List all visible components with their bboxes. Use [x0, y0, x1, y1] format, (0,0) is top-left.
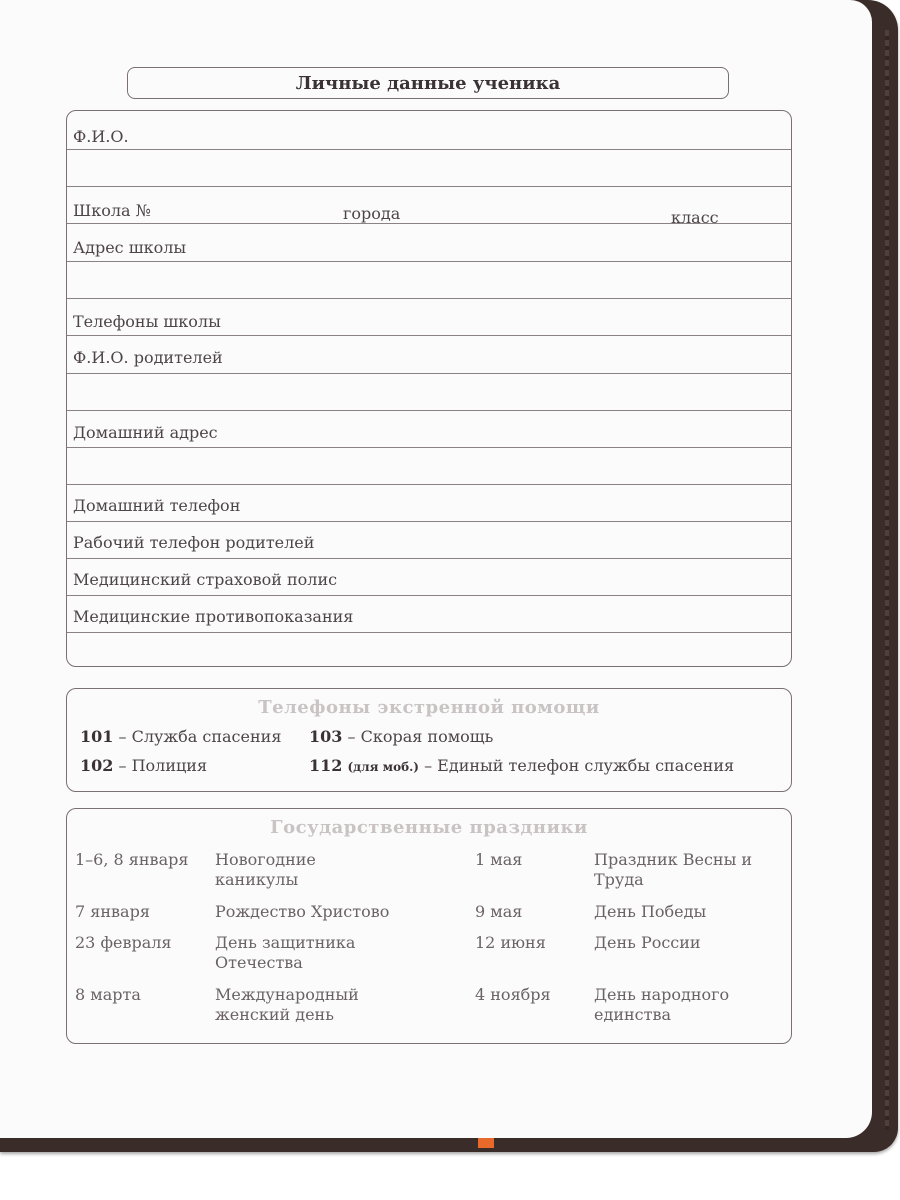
contraindications-label: Медицинские противопоказания: [73, 607, 354, 626]
home-address-label: Домашний адрес: [73, 423, 218, 442]
emergency-dash: –: [424, 756, 433, 775]
holiday-name: День Победы: [594, 902, 707, 921]
holidays-title: Государственные праздники: [270, 817, 588, 838]
holiday-date: 7 января: [75, 902, 150, 921]
form-line: [67, 373, 791, 374]
emergency-item: [80, 756, 207, 775]
form-line: [67, 447, 791, 448]
emergency-number: 101: [80, 727, 114, 746]
emergency-number: 112: [309, 756, 343, 775]
cover-stitching: [885, 30, 889, 1130]
holiday-date: 9 мая: [475, 902, 523, 921]
emergency-desc: Полиция: [131, 756, 208, 775]
emergency-title: Телефоны экстренной помощи: [258, 697, 600, 718]
emergency-dash: –: [347, 727, 356, 746]
insurance-policy-label: Медицинский страховой полис: [73, 570, 338, 589]
form-line: [67, 484, 791, 485]
holiday-date: 12 июня: [475, 933, 546, 952]
parents-fio-label: Ф.И.О. родителей: [73, 348, 223, 367]
emergency-dash: –: [118, 756, 127, 775]
form-line: [67, 632, 791, 633]
form-line: [67, 149, 791, 150]
emergency-desc: Единый телефон службы спасения: [437, 756, 735, 775]
holiday-name: Рождество Христово: [215, 902, 390, 921]
holiday-date: 1–6, 8 января: [75, 850, 189, 869]
emergency-desc: Служба спасения: [131, 727, 282, 746]
emergency-item: [309, 756, 734, 775]
form-line: [67, 186, 791, 187]
home-phone-label: Домашний телефон: [73, 496, 241, 515]
form-line: [67, 261, 791, 262]
holiday-date: 4 ноября: [475, 985, 551, 1004]
form-line: [67, 335, 791, 336]
emergency-dash: –: [118, 727, 127, 746]
personal-data-form: [66, 110, 792, 667]
holiday-name: Международный женский день: [215, 985, 359, 1024]
state-holidays-box: [66, 808, 792, 1044]
form-line: [67, 223, 791, 224]
page-title: Личные данные ученика: [295, 72, 561, 94]
page-title-box: [127, 67, 729, 99]
holiday-name: День защитника Отечества: [215, 933, 356, 972]
parents-work-phone-label: Рабочий телефон родителей: [73, 533, 315, 552]
school-address-label: Адрес школы: [73, 238, 187, 257]
form-line: [67, 410, 791, 411]
fio-label: Ф.И.О.: [73, 127, 129, 146]
holiday-name: День народного единства: [594, 985, 730, 1024]
holiday-date: 1 мая: [475, 850, 523, 869]
form-line: [67, 595, 791, 596]
city-label: города: [343, 204, 401, 223]
holiday-date: 23 февраля: [75, 933, 172, 952]
bookmark-ribbon: [478, 1138, 494, 1148]
emergency-number: 103: [309, 727, 343, 746]
holiday-name: Новогодние каникулы: [215, 850, 316, 889]
emergency-desc: Скорая помощь: [360, 727, 494, 746]
school-number-label: Школа №: [73, 201, 151, 220]
class-label: класс: [671, 208, 719, 227]
emergency-note: (для моб.): [347, 760, 419, 774]
emergency-number: 102: [80, 756, 114, 775]
holiday-name: Праздник Весны и Труда: [594, 850, 753, 889]
emergency-phones-box: [66, 688, 792, 792]
form-line: [67, 298, 791, 299]
emergency-item: [80, 727, 281, 746]
form-line: [67, 558, 791, 559]
holiday-name: День России: [594, 933, 701, 952]
form-line: [67, 521, 791, 522]
emergency-item: [309, 727, 493, 746]
school-phones-label: Телефоны школы: [73, 312, 221, 331]
holiday-date: 8 марта: [75, 985, 141, 1004]
